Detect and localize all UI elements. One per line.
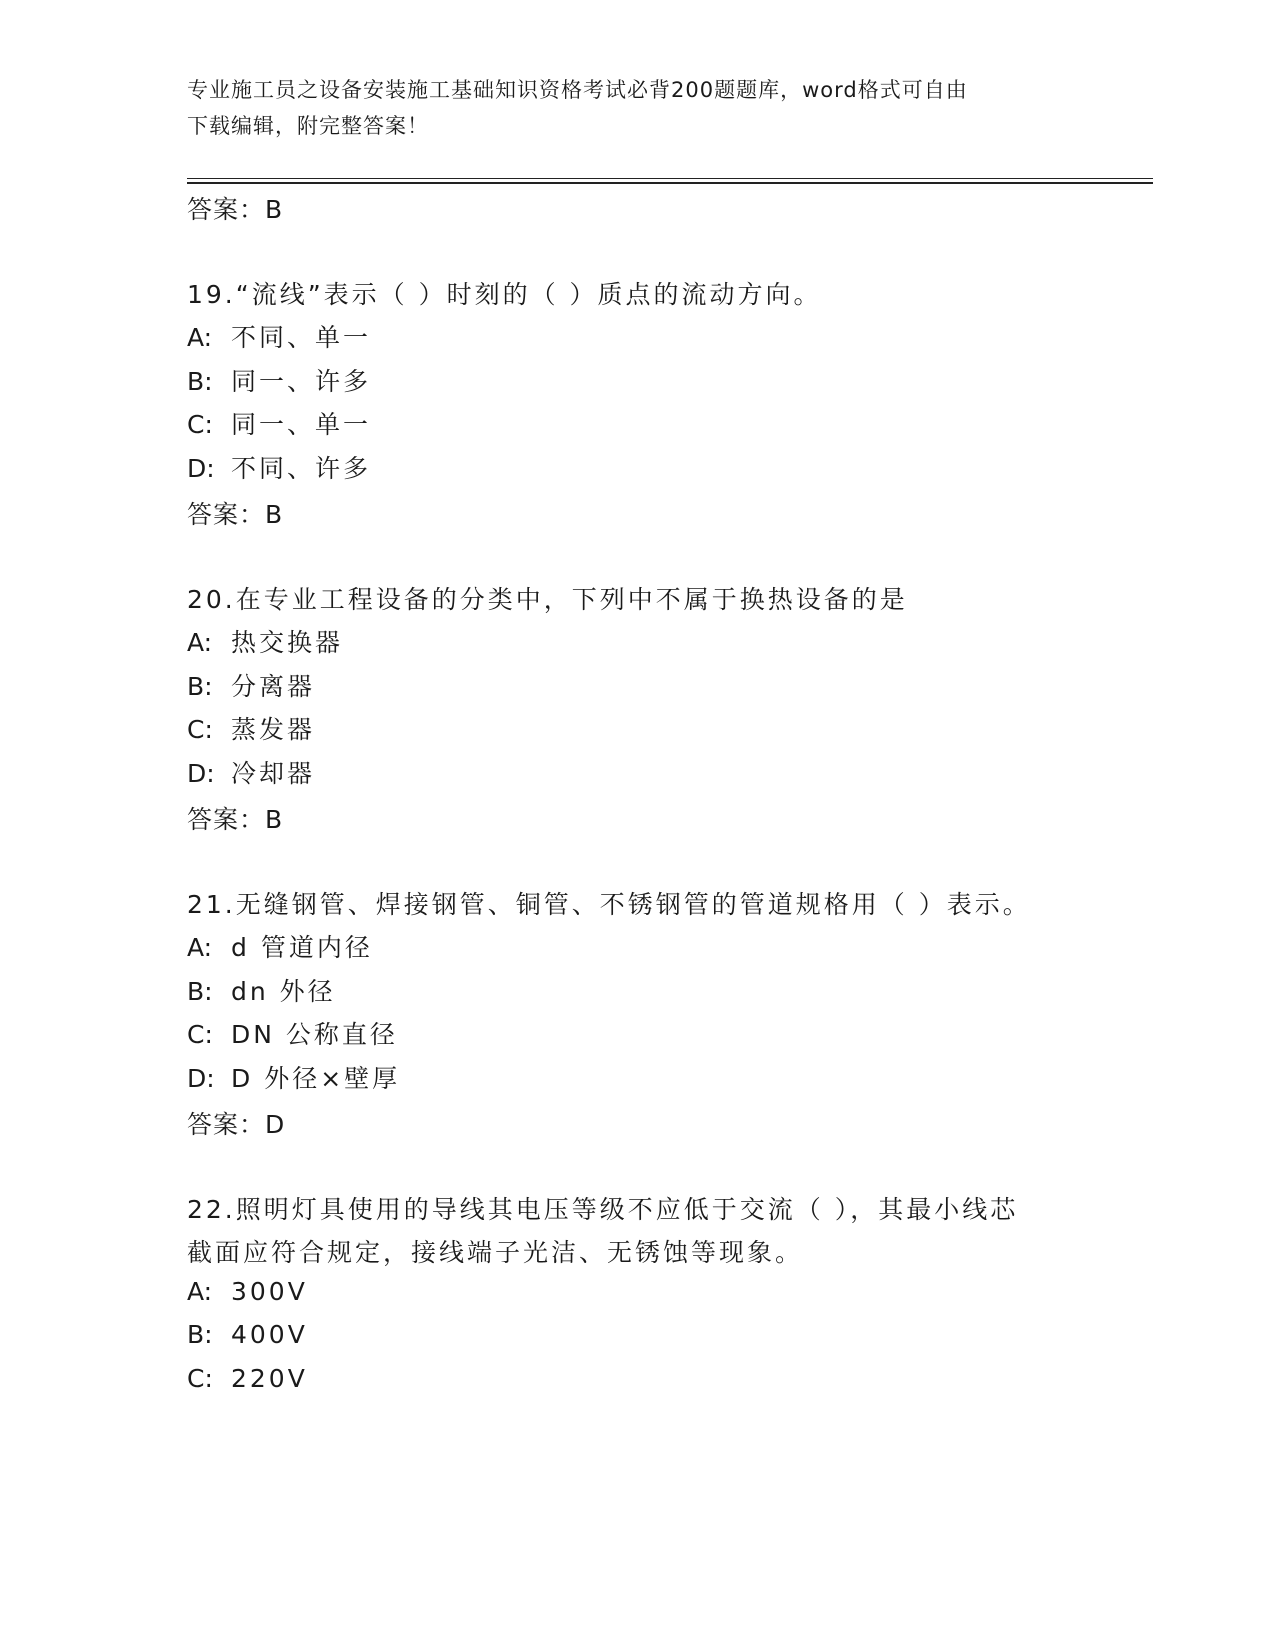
option-text: 不同、单一	[231, 323, 372, 352]
option-key: B:	[187, 367, 213, 396]
answer-line: 答案：B	[187, 805, 284, 834]
answer-line: 答案：D	[187, 1110, 286, 1139]
option-text: 同一、许多	[231, 367, 372, 396]
option-text: d 管道内径	[231, 933, 373, 962]
option-d	[187, 754, 315, 790]
option-a	[187, 1277, 308, 1306]
option-b	[187, 972, 336, 1008]
option-a	[187, 928, 373, 964]
page-header	[187, 72, 1087, 144]
question-stem: 20.在专业工程设备的分类中，下列中不属于换热设备的是	[187, 585, 908, 614]
option-key: D:	[187, 759, 215, 788]
option-key: C:	[187, 1020, 213, 1049]
option-c	[187, 710, 315, 746]
option-text: 分离器	[231, 672, 316, 701]
option-key: A:	[187, 933, 213, 962]
option-key: C:	[187, 410, 213, 439]
option-key: A:	[187, 628, 213, 657]
option-text: dn 外径	[231, 977, 336, 1006]
question-stem: 19.“流线”表示（ ）时刻的（ ）质点的流动方向。	[187, 280, 822, 309]
option-d	[187, 1059, 400, 1095]
option-b	[187, 1320, 308, 1349]
option-key: C:	[187, 715, 213, 744]
header-divider-thin	[187, 178, 1153, 179]
option-c	[187, 1364, 308, 1393]
option-text: 蒸发器	[231, 715, 316, 744]
option-text: 220V	[231, 1364, 308, 1393]
header-line-1: 专业施工员之设备安装施工基础知识资格考试必背200题题库，word格式可自由	[187, 78, 968, 102]
question-stem-continued: 截面应符合规定，接线端子光洁、无锈蚀等现象。	[187, 1238, 804, 1267]
option-key: B:	[187, 1320, 213, 1349]
option-c	[187, 1015, 398, 1051]
option-key: D:	[187, 454, 215, 483]
option-text: DN 公称直径	[231, 1020, 398, 1049]
option-key: A:	[187, 323, 213, 352]
option-text: 冷却器	[231, 759, 316, 788]
option-key: D:	[187, 1064, 215, 1093]
option-key: C:	[187, 1364, 213, 1393]
option-text: 热交换器	[231, 628, 344, 657]
option-text: 同一、单一	[231, 410, 372, 439]
answer-line: 答案：B	[187, 500, 284, 529]
option-b	[187, 667, 315, 703]
option-a	[187, 623, 343, 659]
option-text: 不同、许多	[231, 454, 372, 483]
option-text: 300V	[231, 1277, 308, 1306]
option-key: B:	[187, 672, 213, 701]
option-text: 400V	[231, 1320, 308, 1349]
question-stem: 21.无缝钢管、焊接钢管、铜管、不锈钢管的管道规格用（ ）表示。	[187, 890, 1031, 919]
option-d	[187, 449, 371, 485]
option-key: A:	[187, 1277, 213, 1306]
option-text: D 外径×壁厚	[231, 1064, 401, 1093]
header-divider-thick	[187, 182, 1153, 184]
answer-line: 答案：B	[187, 195, 284, 224]
option-a	[187, 318, 371, 354]
option-key: B:	[187, 977, 213, 1006]
option-c	[187, 405, 371, 441]
question-stem: 22.照明灯具使用的导线其电压等级不应低于交流（ ），其最小线芯	[187, 1195, 1019, 1224]
option-b	[187, 362, 371, 398]
header-line-2: 下载编辑，附完整答案！	[187, 114, 429, 138]
